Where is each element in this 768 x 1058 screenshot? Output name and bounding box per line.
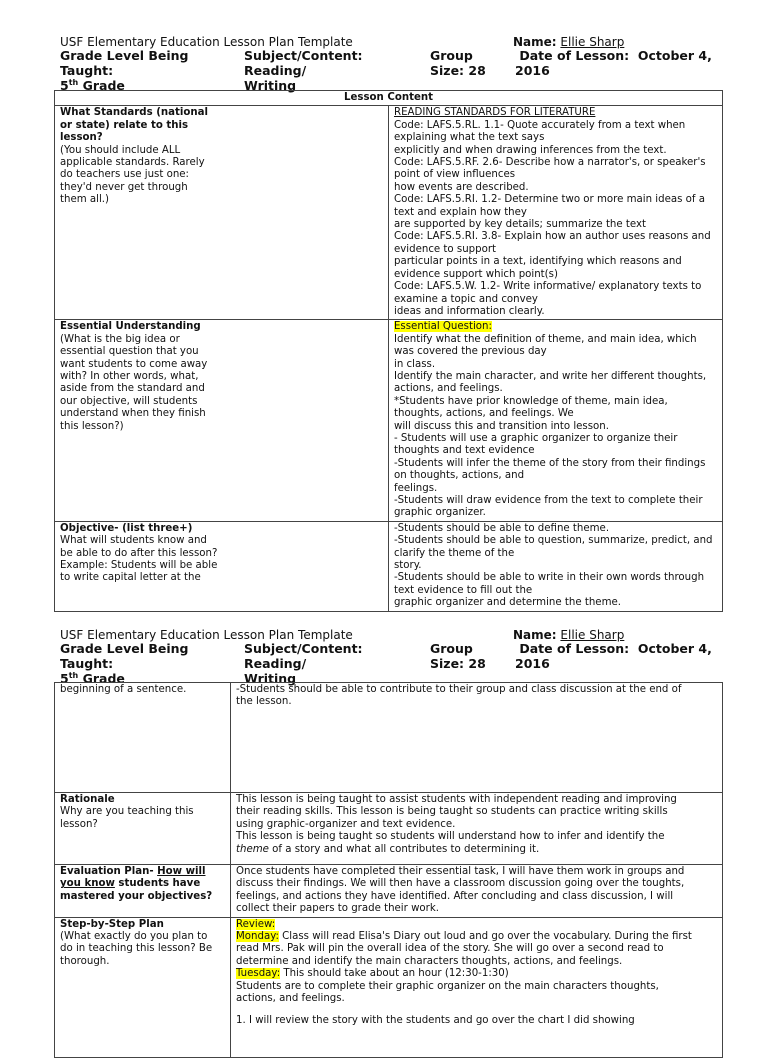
template-title: USF Elementary Education Lesson Plan Template	[60, 35, 353, 49]
grade-level: Grade Level Being Taught: 5th Grade	[60, 48, 189, 93]
objective-label: Objective- (list three+) What will students know and be able to do after this lesson? Example: Students will be able to write capital letter at the	[55, 521, 389, 611]
steps-content: Review: Monday: Class will read Elisa's Diary out loud and go over the vocabulary. During the first read Mrs. Pak will pin the overall idea of the story. She will go over a second read to determine and identify the main characters thoughts, actions, and feelings. Tuesday: This should take about an hour (12:30-1:30) Students are to complete their graphic organizer on the main characters thoughts, actions, and feelings. 1. I will review the story with the students and go over the chart I did showing	[231, 917, 723, 1057]
evaluation-content: Once students have completed their essential task, I will have them work in groups and discuss their findings. We will then have a classroom discussion going over the toughts, feelings, and actions they have identified. After concluding and class discussion, I will collect their papers to grade their work.	[231, 865, 723, 918]
tuesday-highlight: Tuesday:	[236, 968, 281, 980]
lesson-date: Date of Lesson: October 4, 2016	[515, 48, 712, 78]
monday-highlight: Monday:	[236, 931, 279, 943]
student-name: Name: Ellie Sharp	[513, 35, 625, 49]
group-size: Group Size: 28	[430, 48, 486, 78]
grade-level-page2: Grade Level Being Taught: 5th Grade	[60, 641, 189, 686]
objective-content: -Students should be able to define theme. -Students should be able to question, summarize, predict, and clarify the theme of the story. -Students should be able to write in their own words through text evidence to fill out the graphic organizer and determine the theme.	[389, 521, 723, 611]
subject-content-page2: Subject/Content: Reading/ Writing	[244, 641, 363, 686]
evaluation-label: Evaluation Plan- How will you know students have mastered your objectives?	[55, 865, 231, 918]
essential-question-highlight: Essential Question:	[394, 321, 492, 333]
lesson-table-page1	[54, 90, 723, 612]
essential-content: Essential Question: Identify what the definition of theme, and main idea, which was covered the previous day in class. Identify the main character, and write her different thoughts, actions, and feelings. *Students have prior knowledge of theme, main idea, thoughts, actions, and feelings. We will discuss this and transition into lesson. - Students will use a graphic organizer to organize their thoughts and text evidence -Students will infer the theme of the story from their findings on thoughts, actions, and feelings. -Students will draw evidence from the text to complete their graphic organizer.	[389, 320, 723, 522]
group-size-page2: Group Size: 28	[430, 641, 486, 671]
review-highlight: Review:	[236, 918, 276, 930]
lesson-table-page2	[54, 682, 723, 1058]
student-name-page2: Name: Ellie Sharp	[513, 628, 625, 642]
rationale-label: Rationale Why are you teaching this lesson?	[55, 793, 231, 865]
essential-label: Essential Understanding (What is the big idea or essential question that you want students to come away with? In other words, what, aside from the standard and our objective, will students understand when they finish this lesson?)	[55, 320, 389, 522]
lesson-date-page2: Date of Lesson: October 4, 2016	[515, 641, 712, 671]
standards-label: What Standards (national or state) relate to this lesson? (You should include ALL applicable standards. Rarely do teachers use just one: they'd never get through them all.)	[55, 106, 389, 320]
subject-content: Subject/Content: Reading/ Writing	[244, 48, 363, 93]
steps-label: Step-by-Step Plan (What exactly do you plan to do in teaching this lesson? Be thorough.	[55, 917, 231, 1057]
template-title-page2: USF Elementary Education Lesson Plan Template	[60, 628, 353, 642]
lesson-content-heading: Lesson Content	[55, 91, 723, 106]
objective-continued-label: beginning of a sentence.	[55, 683, 231, 793]
standards-content: READING STANDARDS FOR LITERATURE Code: LAFS.5.RL. 1.1- Quote accurately from a text when explaining what the text says explicitly and when drawing inferences from the text. Code: LAFS.5.RF. 2.6- Describe how a narrator's, or speaker's point of view influences how events are described. Code: LAFS.5.RI. 1.2- Determine two or more main ideas of a text and explain how they are supported by key details; summarize the text Code: LAFS.5.RI. 3.8- Explain how an author uses reasons and evidence to support particular points in a text, identifying which reasons and evidence support which point(s) Code: LAFS.5.W. 1.2- Write informative/ explanatory texts to examine a topic and convey ideas and information clearly.	[389, 106, 723, 320]
rationale-content: This lesson is being taught to assist students with independent reading and improving their reading skills. This lesson is being taught so students can practice writing skills using graphic-organizer and text evidence. This lesson is being taught so students will understand how to infer and identify the theme of a story and what all contributes to determining it.	[231, 793, 723, 865]
objective-continued-content: -Students should be able to contribute to their group and class discussion at the end of the lesson.	[231, 683, 723, 793]
